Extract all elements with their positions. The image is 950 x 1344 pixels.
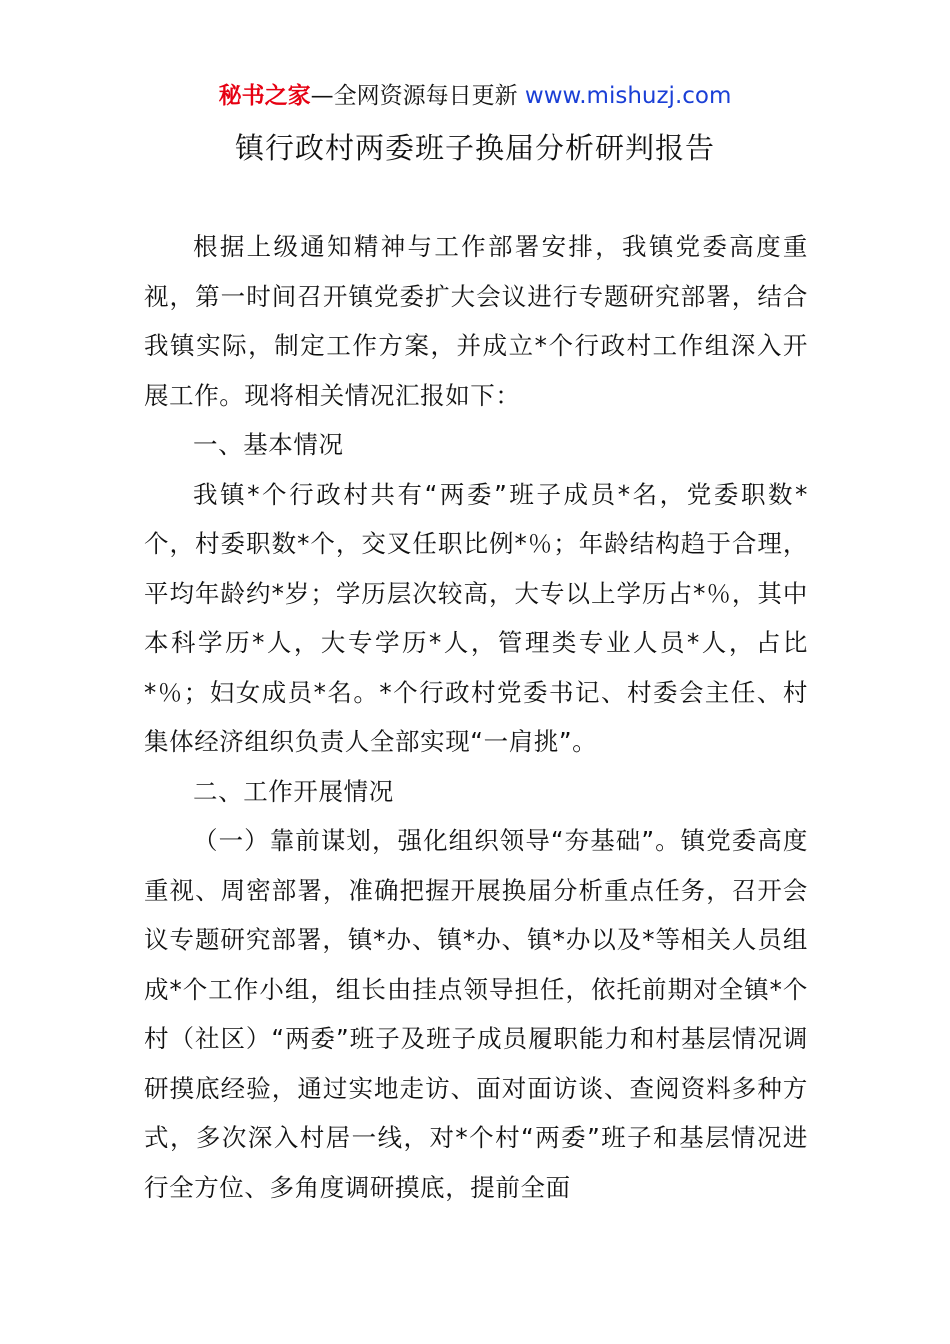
document-title: 镇行政村两委班子换届分析研判报告 xyxy=(234,131,715,165)
work-progress-paragraph: （一）靠前谋划，强化组织领导“夯基础”。镇党委高度重视、周密部署，准确把握开展换届分析重点任务，召开会议专题研究部署，镇*办、镇*办、镇*办以及*等相关人员组成*个工作小组，组长由挂点领导担任，依托前期对全镇*个村（社区）“两委”班子及班子成员履职能力和村基层情况调研摸底经验，通过实地走访、面对面访谈、查阅资料多种方式，多次深入村居一线，对*个村“两委”班子和基层情况进行全方位、多角度调研摸底，提前全面 xyxy=(144,826,808,1202)
site-url-link[interactable]: www.mishuzj.com xyxy=(524,83,732,109)
site-banner xyxy=(0,80,950,112)
section-heading-basic-situation: 一、基本情况 xyxy=(193,430,344,459)
intro-paragraph: 根据上级通知精神与工作部署安排，我镇党委高度重视，第一时间召开镇党委扩大会议进行专题研究部署，结合我镇实际，制定工作方案，并成立*个行政村工作组深入开展工作。现将相关情况汇报如下： xyxy=(144,232,808,410)
section-heading-work-progress: 二、工作开展情况 xyxy=(193,776,394,806)
document-body xyxy=(144,222,808,1212)
basic-situation-paragraph: 我镇*个行政村共有“两委”班子成员*名，党委职数*个，村委职数*个，交叉任职比例*％；年龄结构趋于合理，平均年龄约*岁；学历层次较高，大专以上学历占*％，其中本科学历*人，大专学历*人，管理类专业人员*人，占比*％；妇女成员*名。*个行政村党委书记、村委会主任、村集体经济组织负责人全部实现“一肩挑”。 xyxy=(144,479,808,756)
site-tagline: —全网资源每日更新 xyxy=(310,83,525,109)
site-brand-name: 秘书之家 xyxy=(218,83,311,109)
